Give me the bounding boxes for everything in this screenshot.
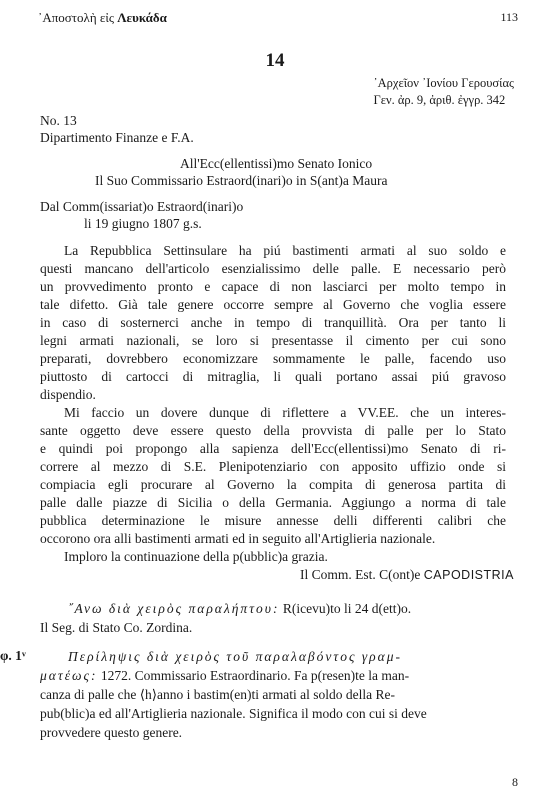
summary-greek-1: Περίληψις διὰ χειρὸς τοῦ παραλαβόντος γραμ- xyxy=(68,649,402,664)
department: Dipartimento Finanze e F.A. xyxy=(40,130,194,145)
signature-mark: 8 xyxy=(512,775,518,789)
date-line: li 19 giugno 1807 g.s. xyxy=(84,216,202,231)
p1-line: tale difetto. Già tale genere occorre sempre al Governo che voglia essere xyxy=(40,297,506,312)
p3-line: Imploro la continuazione della p(ubblic)a grazia. xyxy=(64,549,328,564)
archive-reference xyxy=(373,75,514,109)
summary-line-2 xyxy=(40,667,409,684)
p1-line: preparati, dovrebbero economizzare sommamente le palle, facendo uso xyxy=(40,351,506,366)
p1-line: un provvedimento pronto e capace di non lasciarci per molto tempo in xyxy=(40,279,506,294)
paragraph-1 xyxy=(40,242,506,404)
summary-line-4: pub(blic)a ed all'Artiglieria nazionale. Significa il modo con cui si deve xyxy=(40,706,427,721)
running-title xyxy=(38,10,167,26)
p2-line: palle dalle piazze di Sicilia o della Germania. Aggiungo a norma di tale xyxy=(40,495,506,510)
summary-line-1 xyxy=(68,648,508,665)
archive-line-2: Γεν. ἀρ. 9, ἀριθ. ἐγγρ. 342 xyxy=(373,93,506,107)
summary-line-5: provvedere questo genere. xyxy=(40,725,183,740)
signature xyxy=(300,567,514,583)
p1-line: legni armati nazionali, se loro si presentasse il cimento per cui sono xyxy=(40,333,506,348)
sender-line-1: Dal Comm(issariat)o Estraord(inari)o xyxy=(40,199,244,214)
p2-line: occorono ora alli bastimenti armati ed in seguito all'Artiglieria nazionale. xyxy=(40,531,436,546)
addressee-line-2: Il Suo Commissario Estraord(inari)o in S(ant)a Maura xyxy=(95,173,388,188)
running-title-bold: Λευκάδα xyxy=(117,10,167,25)
p2-line: e quindi poi propongo alla sapienza dell'Ecc(ellentissi)mo Senato di ri- xyxy=(40,441,506,456)
signature-prefix: Il Comm. Est. C(ont)e xyxy=(300,567,421,582)
paragraph-2 xyxy=(40,404,506,548)
p1-line: La Repubblica Settinsulare ha piú bastimenti armati al suo soldo e xyxy=(64,243,506,258)
p1-line: piuttosto di cartocci di mitraglia, li quali portano assai piú gravoso xyxy=(40,369,506,384)
summary-text-1: 1272. Commissario Estraordinario. Fa p(resen)te la man- xyxy=(100,668,410,683)
document-number: 14 xyxy=(265,50,285,71)
p1-line: questi mancano dell'articolo esenzialissimo delle palle. E necessario però xyxy=(40,261,506,276)
receipt-line-2: Il Seg. di Stato Co. Zordina. xyxy=(40,620,193,635)
p2-line: compiacia egli procurare al Governo la compita di generosa partita di xyxy=(40,477,506,492)
folio-mark: φ. 1ᵛ xyxy=(0,648,26,663)
signature-name: CAPODISTRIA xyxy=(423,568,514,582)
summary-line-3: canza di palle che ⟨h⟩anno i bastim(en)ti armati al soldo della Re- xyxy=(40,687,396,702)
doc-no: No. 13 xyxy=(40,113,77,128)
p1-line: in caso di sosternerci anche in tempo di tranquillità. Ora per tanto li xyxy=(40,315,506,330)
receipt-text: R(icevu)to li 24 d(ett)o. xyxy=(282,601,412,616)
archive-line-1: ᾿Αρχεῖον ᾿Ιονίου Γερουσίας xyxy=(373,76,514,90)
p2-line: correre al mezzo di S.E. Plenipotenziario con apposito uffizio onde si xyxy=(40,459,506,474)
summary-greek-2: ματέως: xyxy=(40,668,98,683)
receipt-note xyxy=(68,600,411,617)
page-number: 113 xyxy=(500,10,518,24)
p2-line: Mi faccio un dovere dunque di riflettere a VV.EE. che un interes- xyxy=(64,405,506,420)
p2-line: pubblica determinazione le misure annesse delli differenti calibri che xyxy=(40,513,506,528)
p1-line: dispendio. xyxy=(40,387,96,402)
addressee-line-1: All'Ecc(ellentissi)mo Senato Ionico xyxy=(180,156,373,171)
receipt-greek: ῎Ανω διὰ χειρὸς παραλήπτου: xyxy=(68,601,280,616)
p2-line: sante oggetto deve essere questo della provvista di palle per lo Stato xyxy=(40,423,506,438)
running-title-prefix: ᾿Αποστολὴ εἰς xyxy=(38,10,114,25)
paragraph-3 xyxy=(40,548,506,566)
